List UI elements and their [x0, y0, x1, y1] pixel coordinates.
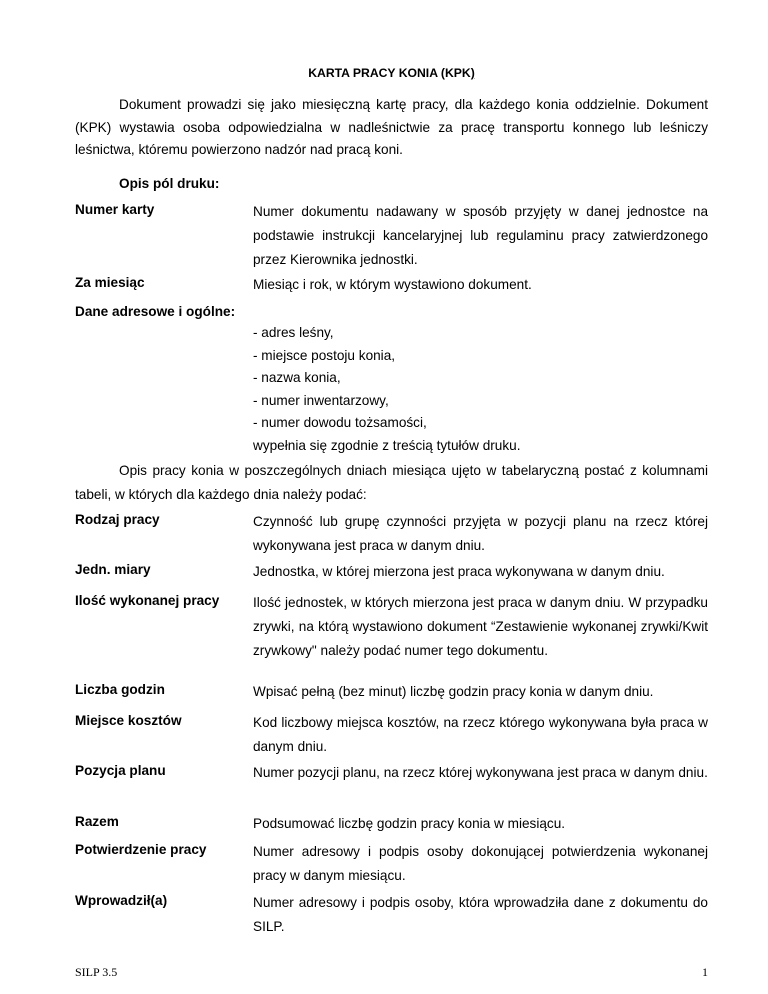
column-desc: Czynność lub grupę czynności przyjęta w pozycji planu na rzecz której wykonywana jest praca w danym dniu.	[253, 514, 708, 553]
address-list	[253, 322, 708, 457]
list-item: wypełnia się zgodnie z treścią tytułów druku.	[253, 437, 521, 453]
list-item: - nazwa konia,	[253, 370, 341, 385]
column-desc: Kod liczbowy miejsca kosztów, na rzecz którego wykonywana była praca w danym dniu.	[253, 715, 708, 754]
column-term: Ilość wykonanej pracy	[75, 593, 220, 608]
column-term: Liczba godzin	[75, 682, 165, 697]
list-item: - numer inwentarzowy,	[253, 392, 389, 408]
column-term: Miejsce kosztów	[75, 713, 182, 728]
column-desc: Jednostka, w której mierzona jest praca wykonywana w danym dniu.	[253, 564, 665, 579]
document-title: KARTA PRACY KONIA (KPK)	[308, 66, 475, 80]
list-item: - numer dowodu tożsamości,	[253, 415, 427, 430]
fields-heading: Opis pól druku:	[119, 176, 220, 191]
column-term: Razem	[75, 814, 119, 829]
list-item: - miejsce postoju konia,	[253, 347, 396, 363]
column-desc: Numer adresowy i podpis osoby dokonującej potwierdzenia wykonanej pracy w danym miesiącu.	[253, 844, 708, 883]
column-term: Pozycja planu	[75, 763, 166, 778]
field-desc: Numer dokumentu nadawany w sposób przyjęty w danej jednostce na podstawie instrukcji kancelaryjnej lub regulaminu pracy zatwierdzonego przez Kierownika jednostki.	[253, 204, 708, 267]
column-term: Jedn. miary	[75, 562, 151, 577]
field-term: Za miesiąc	[75, 275, 145, 290]
list-item: - adres leśny,	[253, 325, 334, 340]
column-term: Wprowadził(a)	[75, 893, 168, 908]
footer-version: SILP 3.5	[75, 965, 118, 979]
column-term: Potwierdzenie pracy	[75, 842, 207, 857]
column-desc: Podsumować liczbę godzin pracy konia w miesiącu.	[253, 816, 566, 831]
column-desc: Numer pozycji planu, na rzecz której wykonywana jest praca w danym dniu.	[253, 765, 708, 780]
column-desc: Wpisać pełną (bez minut) liczbę godzin pracy konia w danym dniu.	[253, 684, 654, 699]
field-term: Numer karty	[75, 202, 155, 217]
column-term: Rodzaj pracy	[75, 512, 160, 527]
column-desc: Numer adresowy i podpis osoby, która wprowadziła dane z dokumentu do SILP.	[253, 895, 708, 934]
table-intro-paragraph: Opis pracy konia w poszczególnych dniach miesiąca ujęto w tabelaryczną postać z kolumnami tabeli, w których dla każdego dnia należy podać:	[75, 463, 708, 502]
page-number: 1	[702, 965, 708, 979]
address-heading: Dane adresowe i ogólne:	[75, 304, 236, 319]
field-desc: Miesiąc i rok, w którym wystawiono dokument.	[253, 277, 532, 292]
intro-paragraph: Dokument prowadzi się jako miesięczną kartę pracy, dla każdego konia oddzielnie. Dokument (KPK) wystawia osoba odpowiedzialna w nadleśnictwie za pracę transportu konnego lub leśniczy leśnictwa, któremu powierzono nadzór nad pracą koni.	[75, 97, 708, 157]
column-desc: Ilość jednostek, w których mierzona jest praca w danym dniu. W przypadku zrywki, na którą wystawiono dokument “Zestawienie wykonanej zrywki/Kwit zrywkowy" należy podać numer tego dokumentu.	[253, 595, 708, 658]
